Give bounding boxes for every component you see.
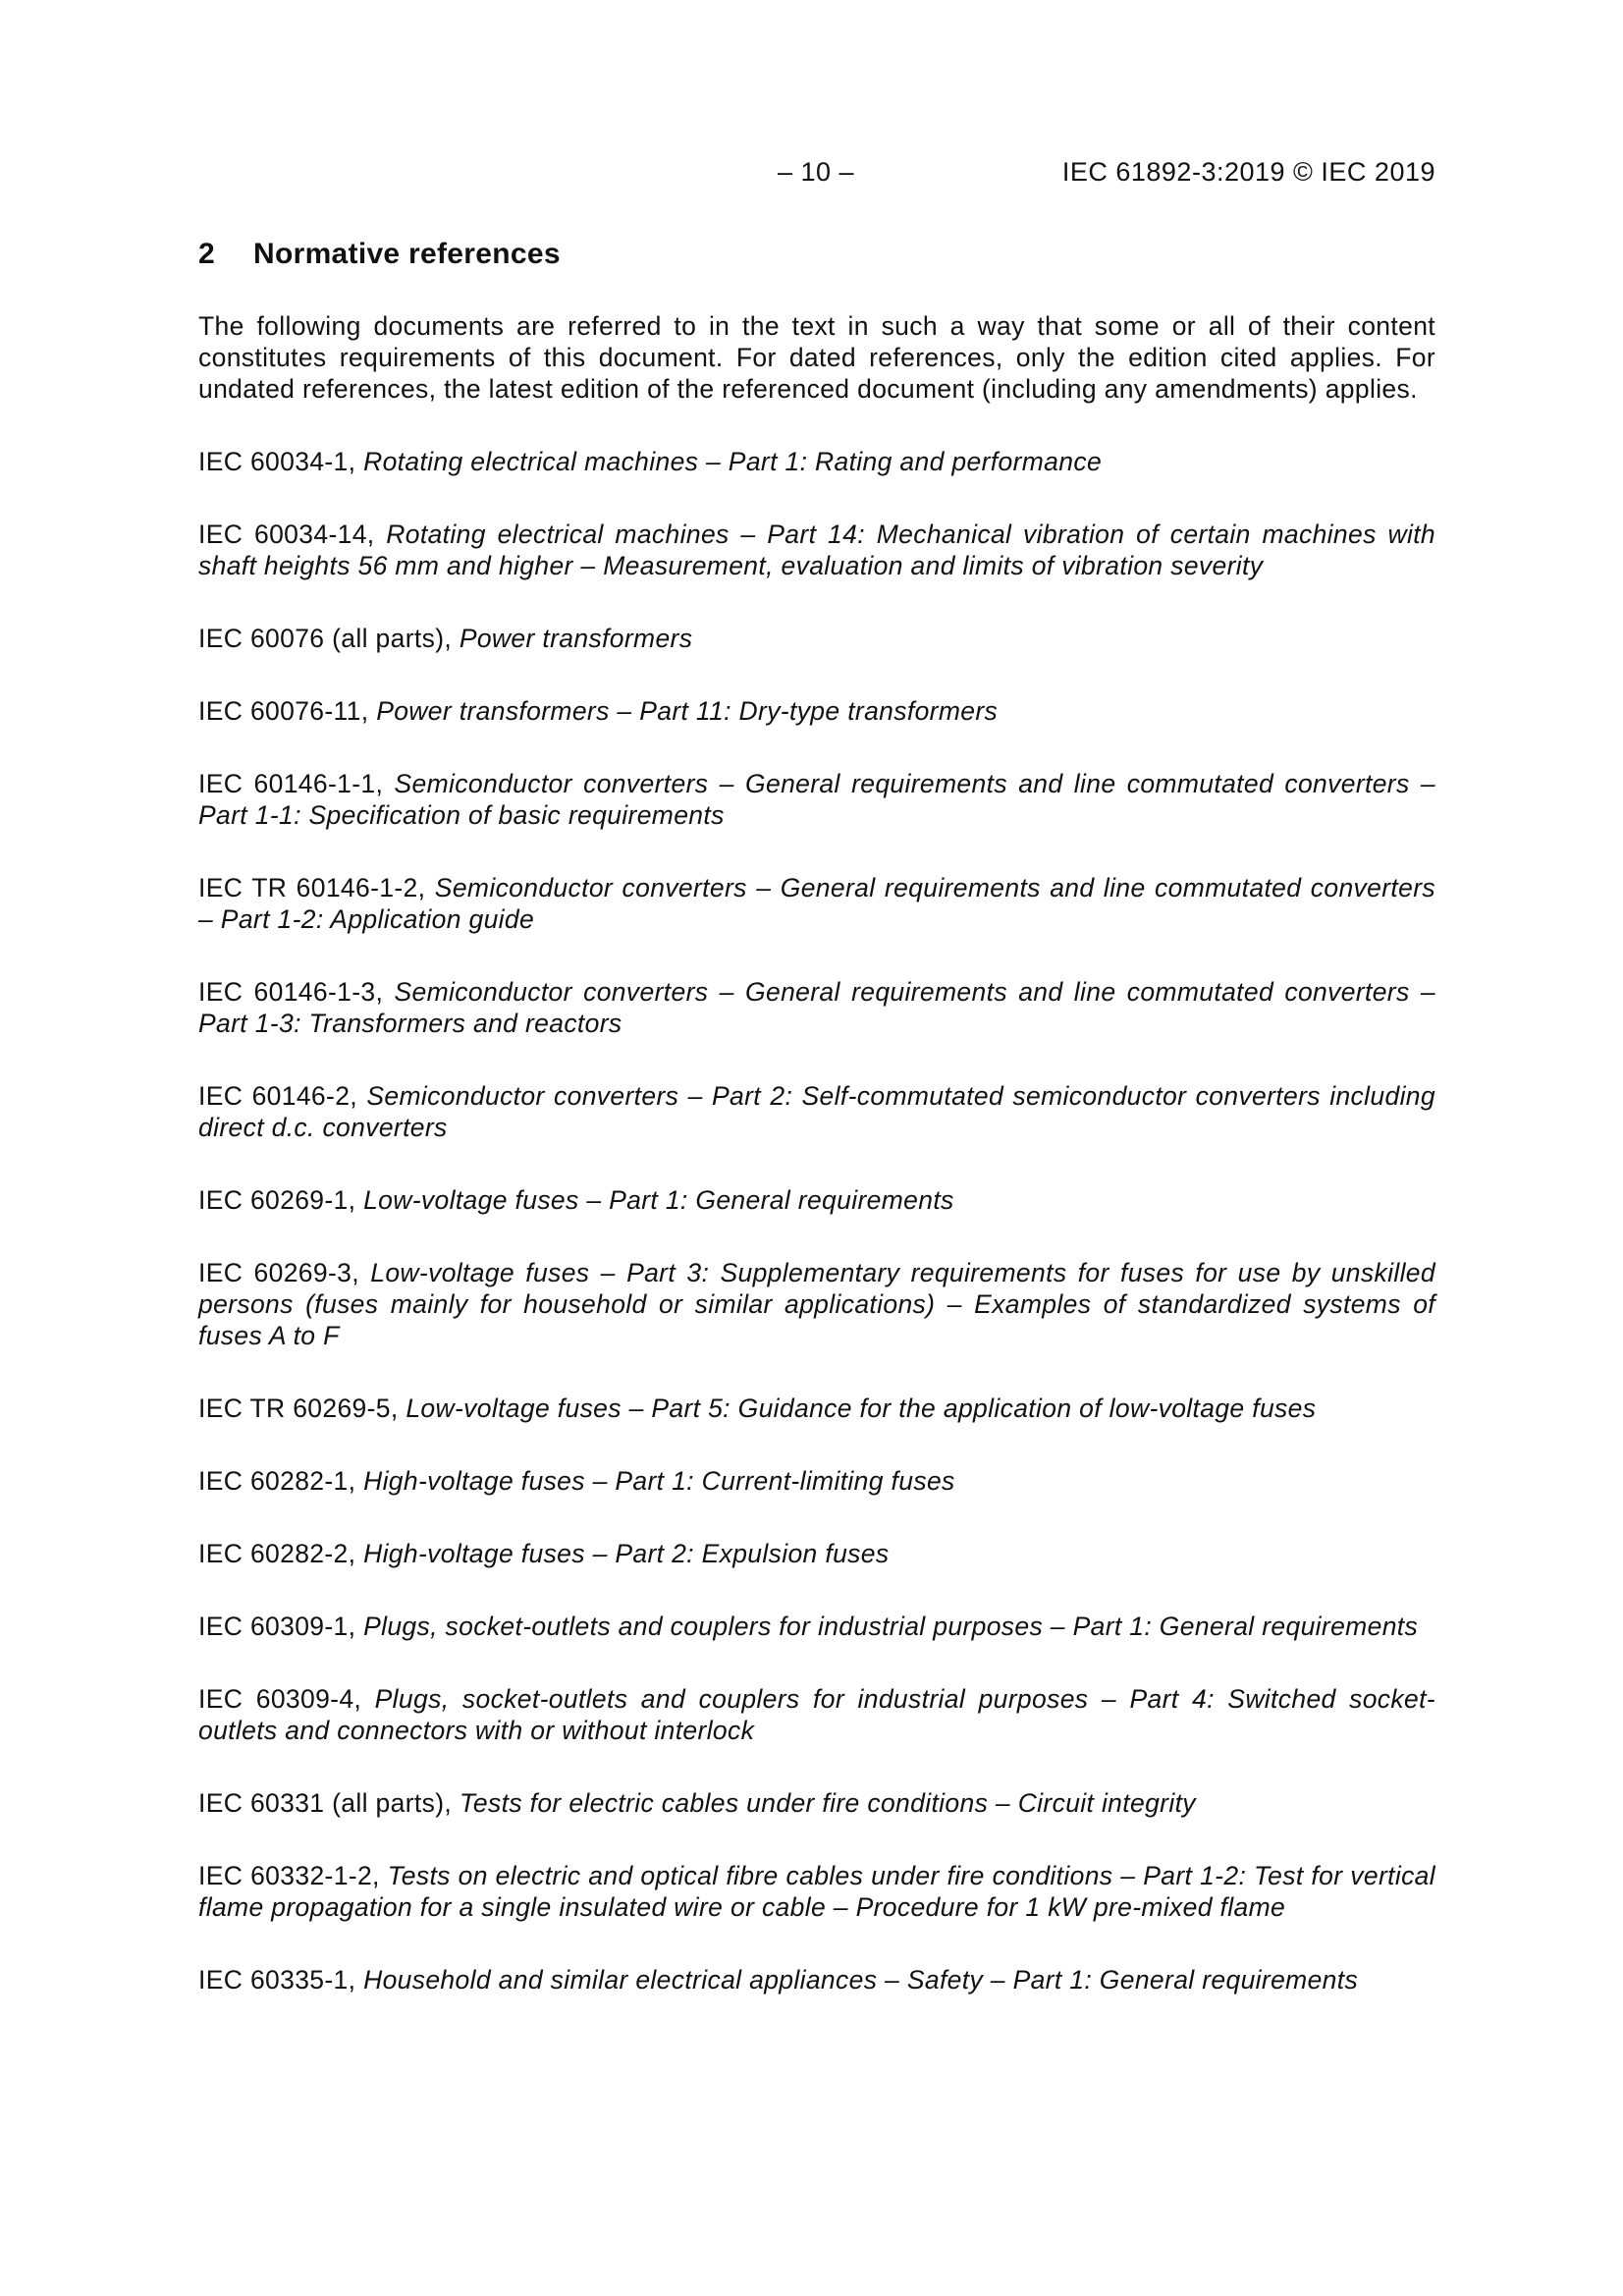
reference-title: High-voltage fuses – Part 1: Current-limiting fuses [363,1466,955,1496]
reference-title: High-voltage fuses – Part 2: Expulsion fuses [363,1539,890,1568]
reference-item [198,519,1435,581]
reference-item [198,1393,1435,1424]
reference-item [198,1465,1435,1497]
reference-item [198,976,1435,1039]
reference-item [198,872,1435,935]
reference-title: Power transformers – Part 11: Dry-type transformers [376,696,999,726]
reference-code: IEC 60076-11, [198,696,377,726]
reference-code: IEC 60335-1, [198,1965,364,1995]
reference-code: IEC 60269-3, [198,1258,371,1287]
reference-list [198,446,1435,1995]
document-body [198,310,1435,2037]
reference-item [198,1683,1435,1746]
reference-item [198,446,1435,477]
reference-item [198,1860,1435,1923]
reference-code: IEC 60282-2, [198,1539,364,1568]
reference-code: IEC 60076 (all parts), [198,624,460,653]
reference-code: IEC 60282-1, [198,1466,364,1496]
reference-code: IEC 60309-4, [198,1684,375,1714]
reference-code: IEC 60146-1-1, [198,769,395,798]
page-header [198,157,1435,196]
reference-item [198,1538,1435,1569]
reference-title: Plugs, socket-outlets and couplers for industrial purposes – Part 4: Switched socket-outlets and connectors with or without interlock [198,1684,1435,1745]
reference-item [198,1184,1435,1216]
reference-code: IEC TR 60269-5, [198,1394,406,1423]
section-number: 2 [198,238,215,270]
document-identifier: IEC 61892-3:2019 © IEC 2019 [1061,157,1435,187]
reference-title: Tests on electric and optical fibre cables under fire conditions – Part 1-2: Test for vertical flame propagation for a single insulated wire or cable – Procedure for 1 kW pre-mixed flame [198,1861,1435,1922]
reference-title: Low-voltage fuses – Part 3: Supplementary requirements for fuses for use by unskilled persons (fuses mainly for household or similar applications) – Examples of standardized systems of fuses A to F [198,1258,1435,1350]
reference-title: Household and similar electrical appliances – Safety – Part 1: General requirements [363,1965,1359,1995]
reference-code: IEC 60034-14, [198,519,387,549]
reference-title: Semiconductor converters – General requirements and line commutated converters – Part 1-1: Specification of basic requirements [198,769,1435,830]
reference-title: Low-voltage fuses – Part 1: General requirements [363,1185,954,1215]
reference-title: Rotating electrical machines – Part 14: Mechanical vibration of certain machines with shaft heights 56 mm and higher – Measurement, evaluation and limits of vibration severity [198,519,1436,580]
reference-code: IEC 60309-1, [198,1612,364,1641]
reference-title: Semiconductor converters – General requirements and line commutated converters – Part 1-3: Transformers and reactors [198,977,1435,1038]
reference-code: IEC 60269-1, [198,1185,364,1215]
reference-code: IEC 60146-1-3, [198,977,395,1007]
reference-title: Rotating electrical machines – Part 1: Rating and performance [363,447,1103,476]
section-title: Normative references [253,238,561,270]
reference-code: IEC 60331 (all parts), [198,1788,460,1818]
reference-item [198,1080,1435,1143]
reference-item [198,695,1435,727]
reference-item [198,768,1435,831]
reference-title: Tests for electric cables under fire conditions – Circuit integrity [459,1788,1196,1818]
reference-item [198,1787,1435,1819]
reference-code: IEC 60034-1, [198,447,364,476]
reference-title: Semiconductor converters – Part 2: Self-commutated semiconductor converters including direct d.c. converters [198,1081,1435,1142]
reference-item [198,623,1435,654]
reference-item [198,1611,1435,1642]
reference-code: IEC 60332-1-2, [198,1861,388,1890]
reference-title: Semiconductor converters – General requirements and line commutated converters – Part 1-2: Application guide [198,873,1435,934]
reference-item [198,1964,1435,1995]
reference-title: Power transformers [459,624,693,653]
reference-title: Plugs, socket-outlets and couplers for industrial purposes – Part 1: General requirements [363,1612,1419,1641]
page-number: – 10 – [778,157,855,187]
intro-paragraph: The following documents are referred to in the text in such a way that some or all of their content constitutes requirements of this document. For dated references, only the edition cited applies. For undated references, the latest edition of the referenced document (including any amendments) applies. [198,311,1435,404]
reference-code: IEC TR 60146-1-2, [198,873,435,902]
section-heading [198,238,561,271]
reference-item [198,1257,1435,1351]
reference-title: Low-voltage fuses – Part 5: Guidance for the application of low-voltage fuses [406,1394,1317,1423]
reference-code: IEC 60146-2, [198,1081,367,1111]
